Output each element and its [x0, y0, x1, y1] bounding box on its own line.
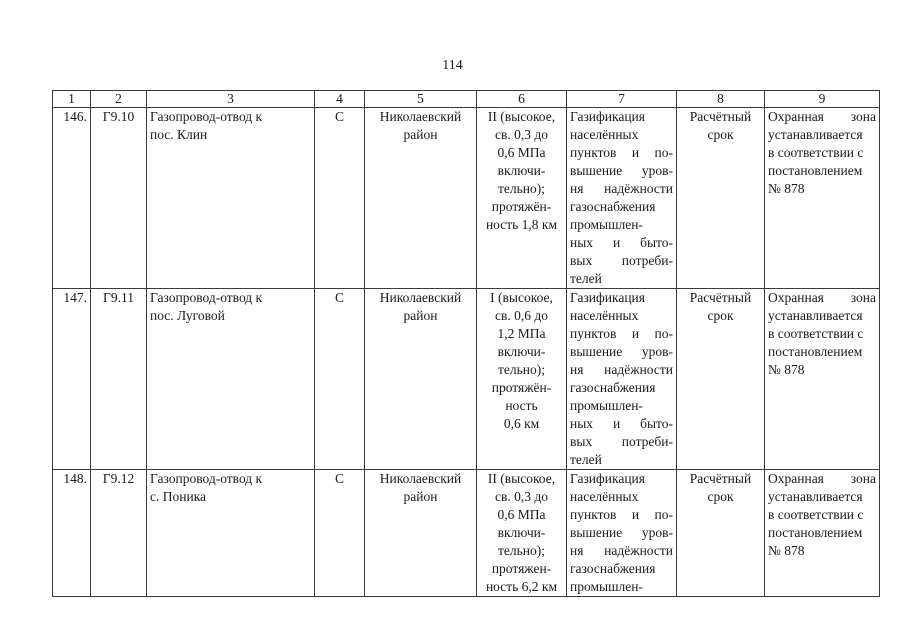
text-line: в соответствии с — [768, 145, 864, 160]
text-line: ня надёжности — [570, 181, 673, 196]
text-line: Расчётный — [689, 109, 752, 124]
text-line: телей — [570, 271, 602, 286]
object-status: С — [315, 470, 365, 597]
text-line: ность — [505, 398, 538, 413]
text-line: Расчётный — [689, 290, 752, 305]
text-line: св. 0,3 до — [495, 127, 548, 142]
object-characteristics — [477, 470, 567, 597]
text-line: Газификация — [570, 290, 645, 305]
text-line: газоснабжения — [570, 199, 656, 214]
row-number: 147. — [53, 289, 91, 470]
text-line: срок — [707, 489, 734, 504]
text-line: промышлен- — [570, 217, 643, 232]
object-characteristics — [477, 289, 567, 470]
text-line: вых потреби- — [570, 253, 673, 268]
object-name — [147, 470, 315, 597]
column-header: 7 — [567, 91, 677, 108]
text-line: в соответствии с — [768, 507, 864, 522]
text-line: устанавливается — [768, 308, 863, 323]
column-header: 9 — [765, 91, 880, 108]
text-line: Газификация — [570, 109, 645, 124]
row-number: 146. — [53, 108, 91, 289]
text-line: район — [403, 489, 438, 504]
text-line: пос. Клин — [150, 127, 208, 142]
object-status: С — [315, 108, 365, 289]
text-line: II (высокое, — [487, 109, 556, 124]
text-line: ных и быто- — [570, 416, 673, 431]
object-purpose — [567, 470, 677, 597]
text-line: тельно); — [497, 543, 545, 558]
text-line: промышлен- — [570, 398, 643, 413]
object-name — [147, 289, 315, 470]
text-line: Охранная зона — [768, 109, 876, 124]
text-line: постановлением — [768, 163, 863, 178]
implementation-term — [677, 470, 765, 597]
object-purpose — [567, 108, 677, 289]
text-line: газоснабжения — [570, 380, 656, 395]
text-line: ня надёжности — [570, 362, 673, 377]
text-line: телей — [570, 452, 602, 467]
protection-zone — [765, 470, 880, 597]
text-line: вышение уров- — [570, 525, 673, 540]
text-line: Газопровод-отвод к — [150, 109, 263, 124]
table-row — [53, 108, 880, 289]
text-line: тельно); — [497, 181, 545, 196]
text-line: II (высокое, — [487, 471, 556, 486]
text-line: № 878 — [768, 181, 805, 196]
text-line: Охранная зона — [768, 290, 876, 305]
text-line: пунктов и по- — [570, 145, 673, 160]
text-line: устанавливается — [768, 127, 863, 142]
text-line: тельно); — [497, 362, 545, 377]
text-line: район — [403, 308, 438, 323]
text-line: постановлением — [768, 344, 863, 359]
text-line: включи- — [497, 163, 546, 178]
object-name — [147, 108, 315, 289]
object-district — [365, 289, 477, 470]
text-line: с. Поника — [150, 489, 207, 504]
text-line: I (высокое, — [490, 290, 553, 305]
text-line: в соответствии с — [768, 326, 864, 341]
text-line: пунктов и по- — [570, 507, 673, 522]
text-line: ных и быто- — [570, 235, 673, 250]
text-line: населённых — [570, 127, 639, 142]
text-line: ня надёжности — [570, 543, 673, 558]
protection-zone — [765, 289, 880, 470]
text-line: пунктов и по- — [570, 326, 673, 341]
page-number: 114 — [442, 58, 463, 73]
row-number: 148. — [53, 470, 91, 597]
implementation-term — [677, 108, 765, 289]
text-line: протяжён- — [491, 380, 552, 395]
text-line: вышение уров- — [570, 163, 673, 178]
protection-zone — [765, 108, 880, 289]
object-status: С — [315, 289, 365, 470]
text-line: Николаевский — [379, 290, 462, 305]
text-line: Расчётный — [689, 471, 752, 486]
text-line: срок — [707, 308, 734, 323]
text-line: 0,6 км — [503, 416, 540, 431]
text-line: пос. Луговой — [150, 308, 225, 323]
column-number-row — [53, 91, 880, 108]
text-line: населённых — [570, 308, 639, 323]
object-district — [365, 470, 477, 597]
text-line: ность 1,8 км — [485, 217, 558, 232]
object-district — [365, 108, 477, 289]
text-line: св. 0,6 до — [495, 308, 548, 323]
text-line: св. 0,3 до — [495, 489, 548, 504]
object-code: Г9.10 — [91, 108, 147, 289]
text-line: протяжен- — [491, 561, 552, 576]
text-line: промышлен- — [570, 579, 643, 594]
text-line: Николаевский — [379, 471, 462, 486]
text-line: район — [403, 127, 438, 142]
text-line: № 878 — [768, 362, 805, 377]
text-line: постановлением — [768, 525, 863, 540]
object-code: Г9.11 — [91, 289, 147, 470]
text-line: срок — [707, 127, 734, 142]
text-line: протяжён- — [491, 199, 552, 214]
text-line: № 878 — [768, 543, 805, 558]
text-line: вых потреби- — [570, 434, 673, 449]
table-row — [53, 470, 880, 597]
object-purpose — [567, 289, 677, 470]
table-row — [53, 289, 880, 470]
text-line: Газопровод-отвод к — [150, 471, 263, 486]
text-line: Газификация — [570, 471, 645, 486]
column-header: 3 — [147, 91, 315, 108]
text-line: газоснабжения — [570, 561, 656, 576]
object-characteristics — [477, 108, 567, 289]
text-line: ность 6,2 км — [485, 579, 558, 594]
object-code: Г9.12 — [91, 470, 147, 597]
text-line: 0,6 МПа — [497, 145, 546, 160]
text-line: 0,6 МПа — [497, 507, 546, 522]
text-line: Николаевский — [379, 109, 462, 124]
text-line: Газопровод-отвод к — [150, 290, 263, 305]
text-line: Охранная зона — [768, 471, 876, 486]
text-line: населённых — [570, 489, 639, 504]
column-header: 6 — [477, 91, 567, 108]
text-line: включи- — [497, 525, 546, 540]
column-header: 2 — [91, 91, 147, 108]
text-line: 1,2 МПа — [497, 326, 546, 341]
text-line: включи- — [497, 344, 546, 359]
implementation-term — [677, 289, 765, 470]
column-header: 5 — [365, 91, 477, 108]
text-line: устанавливается — [768, 489, 863, 504]
pipeline-register-table — [52, 90, 880, 597]
text-line: вышение уров- — [570, 344, 673, 359]
column-header: 4 — [315, 91, 365, 108]
column-header: 1 — [53, 91, 91, 108]
column-header: 8 — [677, 91, 765, 108]
